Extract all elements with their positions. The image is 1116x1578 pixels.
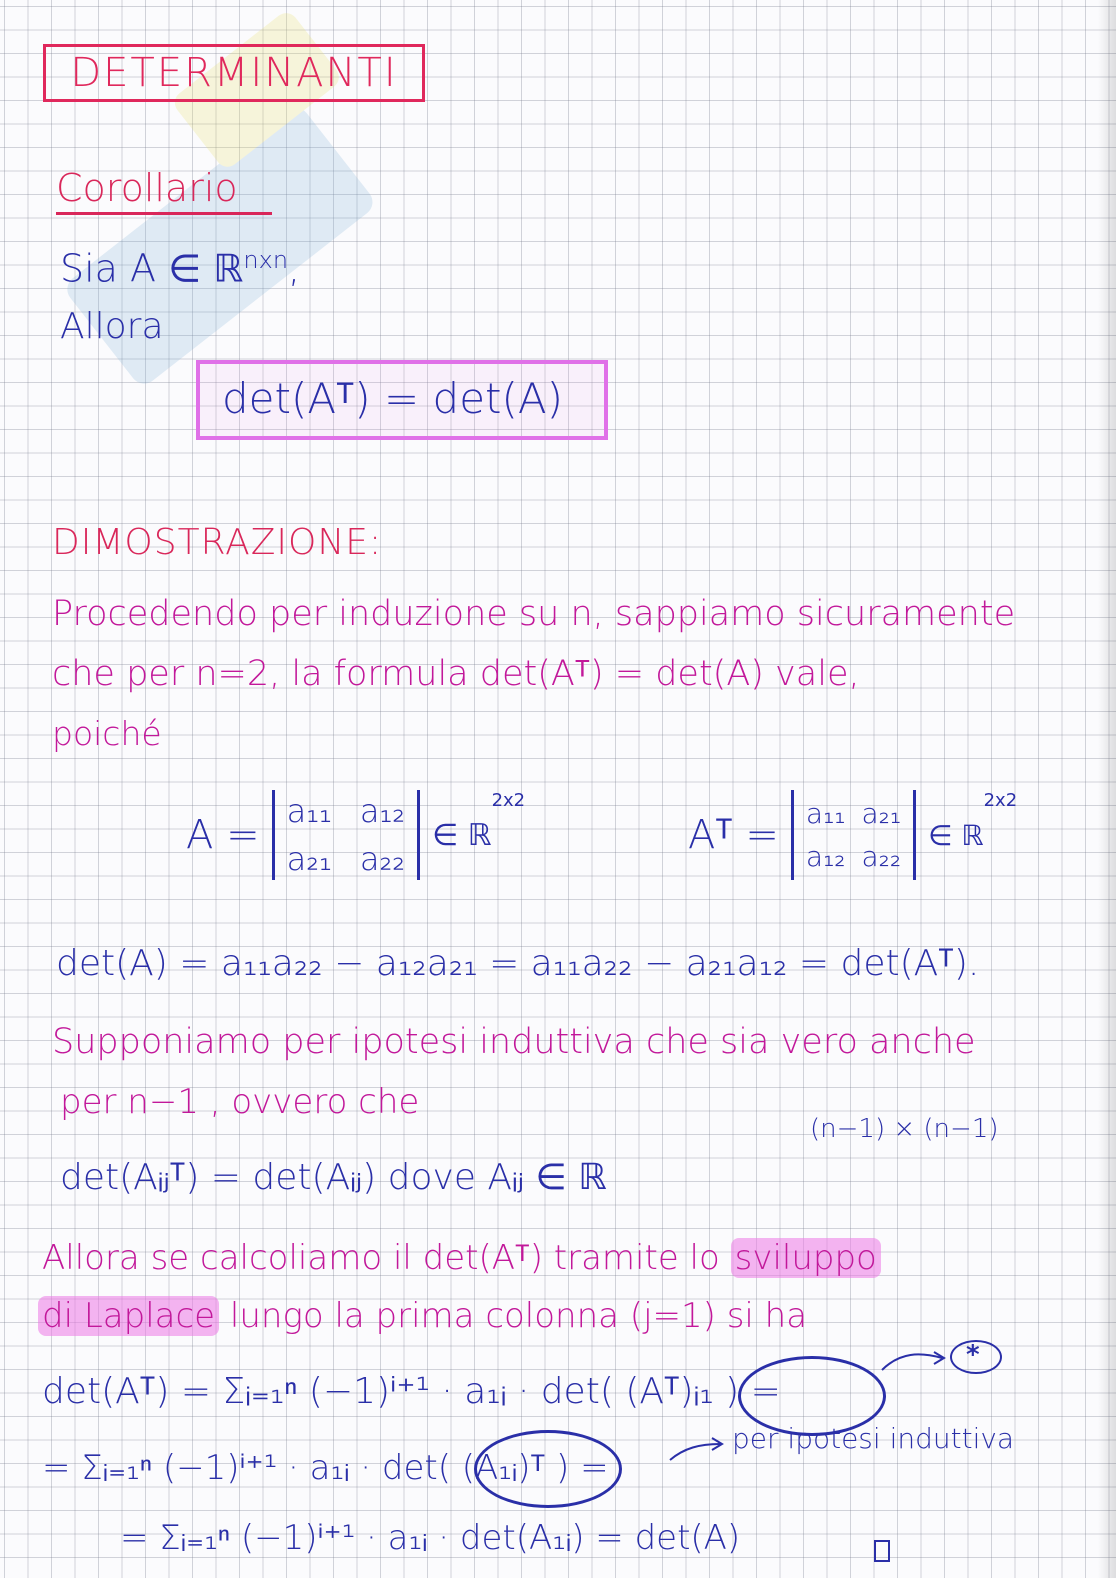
matrix-at-right-bar [913,790,916,880]
qed-square [874,1540,890,1562]
highlighted-laplace: di Laplace [38,1296,219,1336]
page-edge-shadow [1098,0,1116,1578]
highlighted-sviluppo: sviluppo [731,1238,881,1278]
sum-line-3: = Σᵢ₌₁ⁿ (−1)ⁱ⁺¹ · a₁ᵢ · det(A₁ᵢ) = det(A) [120,1518,741,1558]
proof-line-1: Procedendo per induzione su n, sappiamo sicuramente [52,594,1016,634]
matrix-a-left-bar [272,790,275,880]
det-2x2-line: det(A) = a₁₁a₂₂ − a₁₂a₂₁ = a₁₁a₂₂ − a₂₁a₁₂ = det(Aᵀ). [56,943,980,984]
sum-line-2: = Σᵢ₌₁ⁿ (−1)ⁱ⁺¹ · a₁ᵢ · det( (A₁ᵢ)ᵀ ) = [42,1448,609,1488]
statement-superscript: nxn [243,246,289,274]
statement-comma: , [288,246,301,291]
matrix-at-entry: a₂₂ [861,840,902,873]
matrix-a-entry: a₁₂ [359,792,406,830]
matrix-a-entry: a₂₁ [286,840,332,878]
arrow-icon [880,1346,950,1376]
boxed-formula: det(Aᵀ) = det(A) [222,374,564,423]
matrix-a-entry: a₂₂ [359,840,406,878]
proof-line-5: per n−1 , ovvero che [60,1082,420,1122]
laplace-text-b: lungo la prima colonna (j=1) si ha [219,1296,808,1336]
matrix-at-space: ∈ ℝ [928,818,984,852]
matrix-a-entry: a₁₁ [286,792,332,830]
inductive-formula: det(Aᵢⱼᵀ) = det(Aᵢⱼ) dove Aᵢⱼ ∈ ℝ [60,1157,607,1198]
matrix-at-label: Aᵀ = [688,812,779,858]
proof-line-8 [38,1296,807,1336]
proof-heading: DIMOSTRAZIONE: [52,522,383,563]
title-box [43,44,425,102]
sum-line-1: det(Aᵀ) = Σᵢ₌₁ⁿ (−1)ⁱ⁺¹ · a₁ᵢ · det( (Aᵀ)ᵢ₁ ) = [42,1371,781,1412]
proof-line-7 [42,1238,881,1278]
proof-line-4: Supponiamo per ipotesi induttiva che sia vero anche [52,1022,976,1062]
statement-line-2: Allora [60,306,164,347]
matrix-a [186,790,525,880]
matrix-a-dim: 2x2 [491,790,526,811]
matrix-at-dim: 2x2 [983,790,1018,811]
circle-a1i [474,1430,622,1508]
star-marker: * [966,1340,980,1370]
matrix-a-right-bar [417,790,420,880]
statement-text: Sia A ∈ ℝ [60,246,244,291]
matrix-at-entry: a₂₁ [861,797,902,830]
laplace-text-a: Allora se calcoliamo il det(Aᵀ) tramite lo [42,1238,731,1278]
corollary-heading: Corollario [56,166,272,215]
matrix-a-entries [287,792,406,878]
matrix-at-left-bar [791,790,794,880]
matrix-at-entry: a₁₂ [805,840,846,873]
matrix-at-entry: a₁₁ [805,797,846,830]
matrix-at-entries [806,797,901,873]
note-arrow-icon [668,1436,728,1466]
proof-line-2: che per n=2, la formula det(Aᵀ) = det(A) vale, [52,654,860,694]
matrix-a-space: ∈ ℝ [432,817,492,853]
inductive-note: per ipotesi induttiva [732,1422,1015,1455]
dimension-superscript: (n−1) × (n−1) [810,1114,999,1144]
matrix-at [688,790,1017,880]
matrix-a-label: A = [186,812,260,858]
statement-line-1 [60,246,300,291]
page-title: DETERMINANTI [70,50,398,96]
proof-line-3: poiché [52,714,162,753]
